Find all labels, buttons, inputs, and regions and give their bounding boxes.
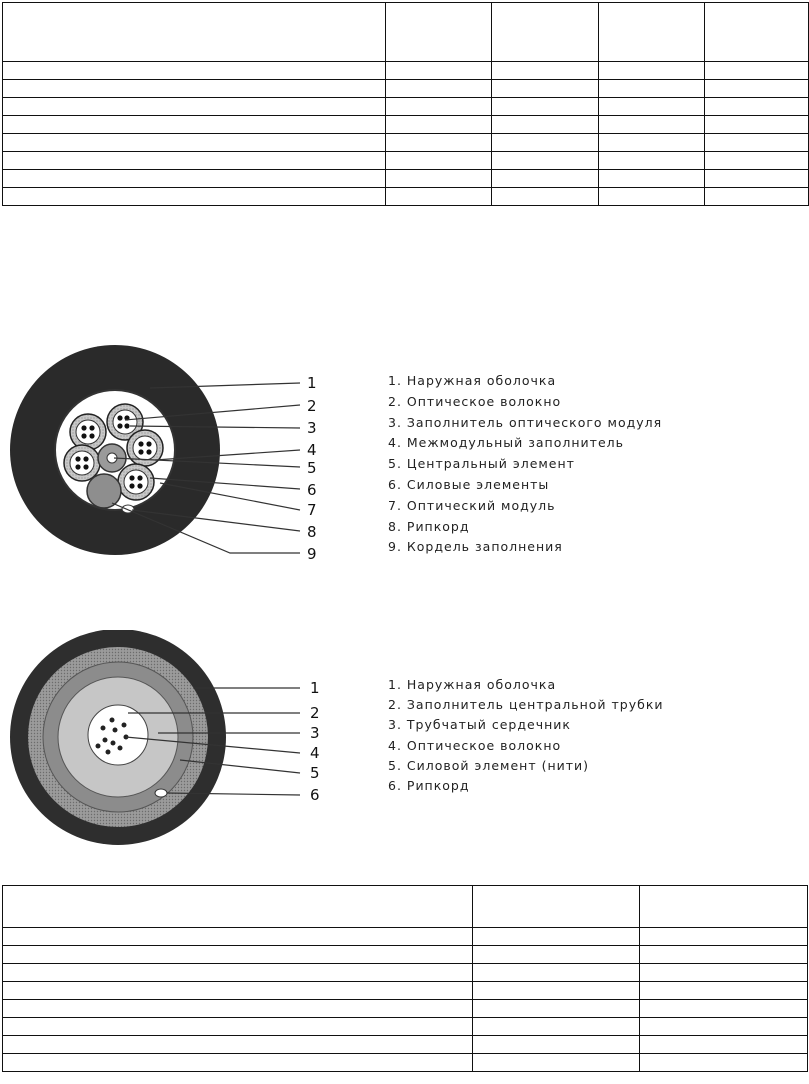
table-cell <box>3 1054 473 1072</box>
table-row <box>3 152 809 170</box>
table-cell <box>705 134 809 152</box>
table-cell <box>3 1018 473 1036</box>
table-cell <box>3 946 473 964</box>
table-cell <box>386 116 492 134</box>
table-row <box>3 946 808 964</box>
table-cell <box>599 80 705 98</box>
table-cell <box>640 1000 808 1018</box>
legend-item: 2. Заполнитель центральной трубки <box>388 697 664 713</box>
legend-item: 4. Оптическое волокно <box>388 737 562 753</box>
legend-item: 5. Силовой элемент (нити) <box>388 757 590 773</box>
table-cell <box>3 982 473 1000</box>
table-cell <box>386 80 492 98</box>
table-cell <box>492 98 599 116</box>
table-cell <box>599 188 705 206</box>
table-row <box>3 80 809 98</box>
table-cell <box>386 62 492 80</box>
table-cell <box>599 3 705 62</box>
table-cell <box>386 170 492 188</box>
table-cell <box>473 928 640 946</box>
table-cell <box>599 134 705 152</box>
callout-5: 5 <box>310 764 320 782</box>
callout-9: 9 <box>307 545 317 563</box>
cable-cross-section-multimodule <box>0 320 380 580</box>
table-cell <box>3 964 473 982</box>
table-cell <box>473 964 640 982</box>
table-cell <box>3 116 386 134</box>
callout-6: 6 <box>307 481 317 499</box>
callout-3: 3 <box>310 724 320 742</box>
table-cell <box>473 982 640 1000</box>
legend-item: 1. Наружная оболочка <box>388 677 557 692</box>
cable-cross-section-central-tube <box>0 630 380 870</box>
table-cell <box>492 134 599 152</box>
callout-4: 4 <box>307 441 317 459</box>
table-cell <box>599 116 705 134</box>
table-cell <box>640 1018 808 1036</box>
table-cell <box>599 152 705 170</box>
callout-2: 2 <box>307 397 317 415</box>
table-cell <box>599 62 705 80</box>
table-row <box>3 98 809 116</box>
table-cell <box>640 964 808 982</box>
table-cell <box>386 3 492 62</box>
table-cell <box>705 152 809 170</box>
legend-item: 6. Рипкорд <box>388 777 470 793</box>
bottom-table <box>2 885 808 1072</box>
table-cell <box>473 946 640 964</box>
table-cell <box>3 170 386 188</box>
table-cell <box>473 1000 640 1018</box>
table-cell <box>705 98 809 116</box>
table-cell <box>473 1018 640 1036</box>
table-cell <box>3 62 386 80</box>
callout-2: 2 <box>310 704 320 722</box>
central-tube-interior <box>88 705 148 765</box>
table-cell <box>492 80 599 98</box>
callout-1: 1 <box>310 679 320 697</box>
table-cell <box>473 1054 640 1072</box>
table-row <box>3 116 809 134</box>
table-cell <box>640 946 808 964</box>
table-header-row <box>3 886 808 928</box>
legend-item: 1. Наружная оболочка <box>388 373 557 388</box>
table-row <box>3 134 809 152</box>
table-cell <box>492 116 599 134</box>
table-row <box>3 1000 808 1018</box>
table-cell <box>640 928 808 946</box>
table-cell <box>473 1036 640 1054</box>
table-cell <box>386 134 492 152</box>
table-cell <box>640 1054 808 1072</box>
ripcord <box>155 789 167 797</box>
table-cell <box>386 98 492 116</box>
legend-item: 7. Оптический модуль <box>388 497 556 513</box>
table-cell <box>599 170 705 188</box>
table-cell <box>386 188 492 206</box>
table-cell <box>3 928 473 946</box>
table-row <box>3 1054 808 1072</box>
legend-item: 8. Рипкорд <box>388 518 470 534</box>
legend-central-tube <box>388 675 664 796</box>
legend-item: 2. Оптическое волокно <box>388 393 562 409</box>
table-cell <box>492 188 599 206</box>
table-row <box>3 1036 808 1054</box>
table-cell <box>599 98 705 116</box>
table-row <box>3 1018 808 1036</box>
legend-item: 4. Межмодульный заполнитель <box>388 435 624 451</box>
table-cell <box>386 152 492 170</box>
table-cell <box>3 886 473 928</box>
table-cell <box>705 116 809 134</box>
callout-8: 8 <box>307 523 317 541</box>
callout-4: 4 <box>310 744 320 762</box>
table-cell <box>640 1036 808 1054</box>
table-cell <box>640 886 808 928</box>
table-row <box>3 62 809 80</box>
filler-cord <box>87 474 121 508</box>
table-cell <box>3 98 386 116</box>
callout-1: 1 <box>307 374 317 392</box>
legend-item: 9. Кордель заполнения <box>388 539 563 555</box>
table-cell <box>705 188 809 206</box>
table-cell <box>3 152 386 170</box>
table-cell <box>473 886 640 928</box>
table-cell <box>705 62 809 80</box>
legend-multimodule <box>388 371 662 558</box>
table-header-row <box>3 3 809 62</box>
callout-5: 5 <box>307 459 317 477</box>
table-cell <box>705 170 809 188</box>
table-cell <box>3 80 386 98</box>
table-cell <box>3 134 386 152</box>
legend-item: 5. Центральный элемент <box>388 456 575 472</box>
callout-6: 6 <box>310 786 320 804</box>
legend-item: 6. Силовые элементы <box>388 476 550 492</box>
table-cell <box>3 3 386 62</box>
table-row <box>3 170 809 188</box>
table-cell <box>640 982 808 1000</box>
table-row <box>3 964 808 982</box>
legend-item: 3. Заполнитель оптического модуля <box>388 414 663 430</box>
callout-3: 3 <box>307 419 317 437</box>
table-row <box>3 982 808 1000</box>
table-cell <box>492 62 599 80</box>
table-cell <box>492 170 599 188</box>
table-cell <box>492 3 599 62</box>
table-row <box>3 928 808 946</box>
legend-item: 3. Трубчатый сердечник <box>388 717 571 733</box>
table-cell <box>705 3 809 62</box>
top-table <box>2 2 809 206</box>
table-cell <box>3 1036 473 1054</box>
table-cell <box>3 1000 473 1018</box>
table-row <box>3 188 809 206</box>
callout-7: 7 <box>307 501 317 519</box>
table-cell <box>705 80 809 98</box>
table-cell <box>492 152 599 170</box>
table-cell <box>3 188 386 206</box>
